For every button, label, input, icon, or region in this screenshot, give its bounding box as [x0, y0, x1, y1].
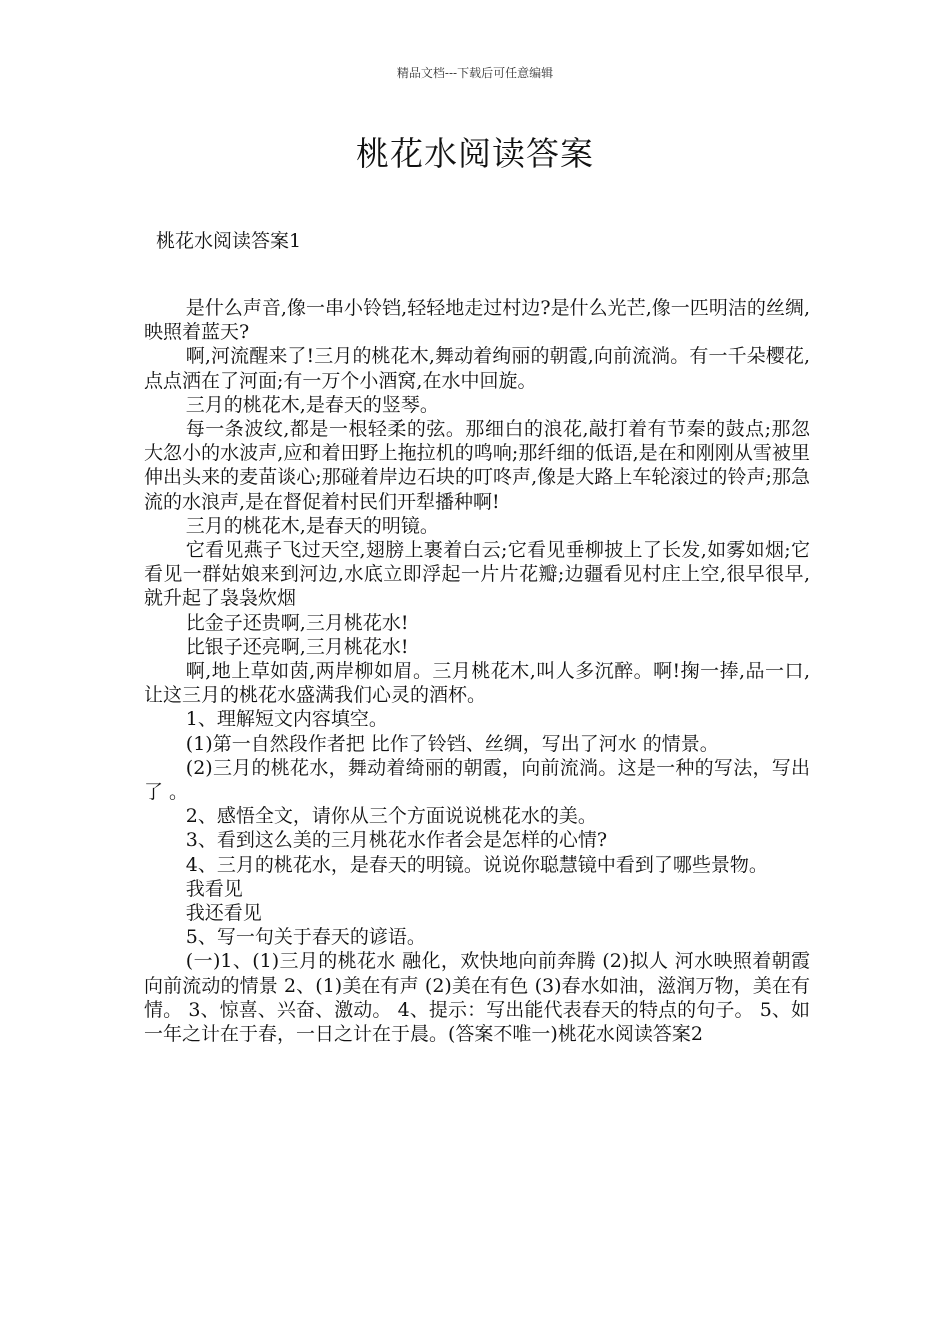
question: 3、看到这么美的三月桃花水作者会是怎样的心情?: [185, 829, 608, 852]
question: 4、三月的桃花水，是春天的明镜。说说你聪慧镜中看到了哪些景物。: [185, 853, 768, 876]
question: 5、写一句关于春天的谚语。: [185, 926, 426, 949]
answer-line: 我看见: [185, 877, 243, 900]
paragraph: 三月的桃花木,是春天的明镜。: [185, 514, 439, 537]
paragraph: 比金子还贵啊,三月桃花水!: [185, 611, 409, 634]
page-header: 精品文档---下载后可任意编辑: [396, 66, 554, 80]
paragraph: 啊,地上草如茵,两岸柳如眉。三月桃花木,叫人多沉醉。啊!掬一捧,品一口,让这三月的桃花水盛满我们心灵的酒杯。: [144, 660, 810, 707]
question: 1、理解短文内容填空。: [185, 708, 388, 731]
paragraph: 是什么声音,像一串小铃铛,轻轻地走过村边?是什么光芒,像一匹明洁的丝绸,映照着蓝天?: [144, 297, 810, 344]
paragraph: 啊,河流醒来了!三月的桃花木,舞动着绚丽的朝霞,向前流淌。有一千朵樱花,点点洒在了河面;有一万个小酒窝,在水中回旋。: [144, 345, 810, 392]
document-title: 桃花水阅读答案: [356, 134, 594, 173]
paragraph: 每一条波纹,都是一根轻柔的弦。那细白的浪花,敲打着有节秦的鼓点;那忽大忽小的水波声,应和着田野上拖拉机的鸣响;那纤细的低语,是在和刚刚从雪被里伸出头来的麦苗谈心;那碰着岸边石块的叮咚声,像是大路上车轮滚过的铃声;那急流的水浪声,是在督促着村民们开犁播种啊!: [144, 418, 810, 513]
paragraph: 比银子还亮啊,三月桃花水!: [185, 635, 409, 658]
paragraph: 它看见燕子飞过天空,翅膀上裹着白云;它看见垂柳披上了长发,如雾如烟;它看见一群姑娘来到河边,水底立即浮起一片片花瓣;边疆看见村庄上空,很早很早,就升起了袅袅炊烟: [144, 539, 810, 610]
question: (2)三月的桃花水，舞动着绮丽的朝霞，向前流淌。这是一种的写法，写出了 。: [144, 756, 810, 804]
section-subtitle: 桃花水阅读答案1: [156, 230, 302, 252]
answer-key: (一)1、(1)三月的桃花水 融化，欢快地向前奔腾 (2)拟人 河水映照着朝霞向前流动的情景 2、(1)美在有声 (2)美在有色 (3)春水如油，滋润万物，美在有情。 3、惊喜、兴奋、激动。 4、提示：写出能代表春天的特点的句子。 5、如一年之计在于春，一日之计在于晨。(答案不唯一)桃花水阅读答案2: [144, 950, 810, 1046]
question: (1)第一自然段作者把 比作了铃铛、丝绸，写出了河水 的情景。: [185, 732, 719, 755]
question: 2、感悟全文，请你从三个方面说说桃花水的美。: [185, 805, 597, 828]
answer-line: 我还看见: [185, 902, 262, 925]
paragraph: 三月的桃花木,是春天的竖琴。: [185, 393, 439, 416]
document-body: [144, 296, 810, 1046]
